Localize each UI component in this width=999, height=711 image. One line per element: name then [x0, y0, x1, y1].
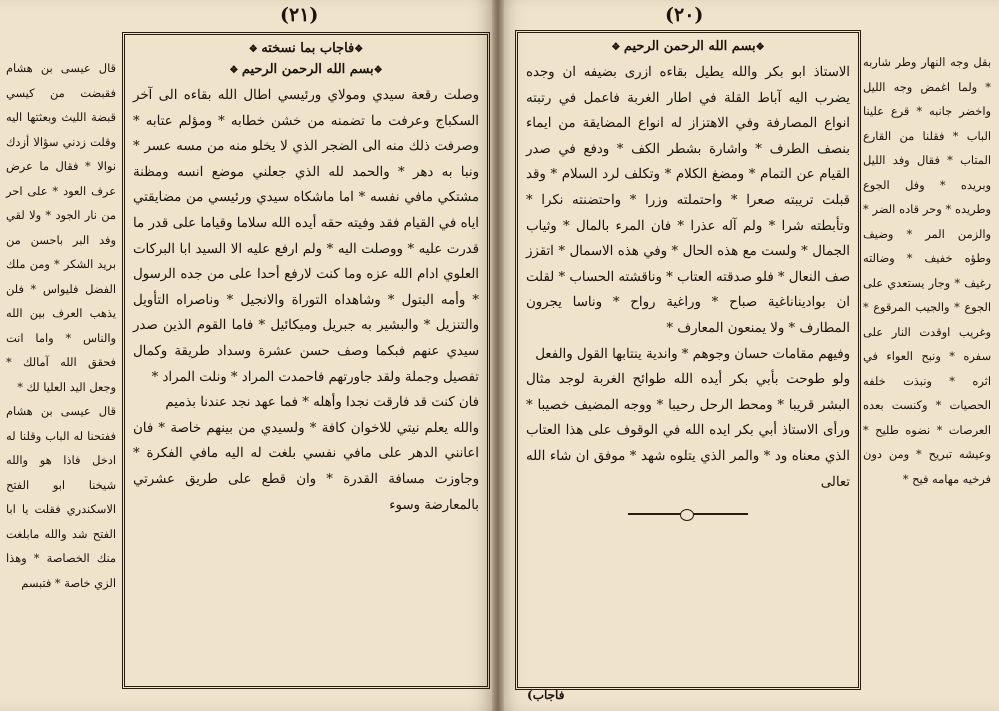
- right-margin-block-1: بقل وجه النهار وطر شاربه * ولما اغمض وجه الليل واخضر جانبه * قرع علينا الباب * فقلنا من القارع المتاب * فقال وفد الليل وبريده * وفل الجوع وطريده * وحر قاده الضر * والزمن المر * وضيف وطؤه خفيف * وضالته رغيف * وجار يستعدي على الجوع * والجيب المرقوع * وغريب اوقدت النار على سفره * ونبح العواء في اثره * ونبذت خلفه الحصيات * وكنست بعده العرصات * نضوه طليح * وعيشه تبريح * ومن دون فرخيه مهامه فيح *: [863, 55, 991, 486]
- left-margin-block-1: قال عيسى بن هشام فقبضت من كيسي قبضة الليث وبعثتها اليه وقلت زدني سؤالا أزدك نوالا * فقال ما عرض عرف العود * على احر من نار الجود * ولا لقي وفد البر باحسن من بريد الشكر * ومن ملك الفضل فليواس * فلن يذهب العرف بين الله والناس * واما انت فحقق الله آمالك * وجعل اليد العليا لك *: [6, 61, 116, 394]
- book-gutter: [492, 0, 504, 711]
- left-page-number: (٢١): [280, 4, 319, 26]
- right-body-verse: وفيهم مقامات حسان وجوهم * واندية ينتابها القول والفعل: [535, 346, 850, 362]
- end-ornament-divider: [628, 513, 748, 515]
- left-main-frame: [122, 32, 490, 689]
- left-body-paragraph-2: والله يعلم نيتي للاخوان كافة * ولسيدي من بينهم خاصة * فان اعانني الدهر على مافي نفسي بلغت له اليه مافي الفكرة * وجاوزت مسافة القدرة * وان قطع على طريق عشرتي بالمعارضة وسوء: [133, 420, 479, 513]
- right-body-paragraph-2: ولو طوحت بأبي بكر أيده الله طوائح الغربة لوجد مثال البشر قريبا * ومحط الرحل رحيبا * ووجه المضيف خصيبا * ورأى الاستاذ أبي بكر ايده الله في الوقوف على هذا العتاب الذي معناه ود * والمر الذي يتلوه شهد * موفق ان شاء الله تعالى: [526, 372, 850, 490]
- right-main-frame: [515, 30, 861, 690]
- right-page: [497, 0, 999, 711]
- left-heading-basmala: ❖ بسم الله الرحمن الرحيم ❖: [125, 62, 487, 77]
- left-heading-reply: ❖ فاجاب بما نسخته ❖: [125, 41, 487, 56]
- left-page: [0, 0, 497, 711]
- left-body-text: [125, 79, 487, 518]
- left-margin-block-2: قال عيسى بن هشام ففتحنا له الباب وقلنا له ادخل فاذا هو والله شيخنا ابو الفتح الاسكندري فقلت يا ابا الفتح شد والله مابلغت منك الخصاصة * وهذا الزي خاصة * فتبسم: [6, 404, 116, 590]
- right-body-text: [518, 56, 858, 495]
- left-body-verse: فان كنت قد فارقت نجدا وأهله * فما عهد نجد عندنا بذميم: [165, 395, 479, 411]
- right-heading-basmala: ❖ بسم الله الرحمن الرحيم ❖: [518, 39, 858, 54]
- right-body-paragraph-1: الاستاذ ابو بكر والله يطيل بقاءه ازرى بضيفه ان وجده يضرب اليه آباط القلة في اطار الغربة فاعمل في رتبته انواع المصارفة وفي الاهتزاز له انواع المضايقة من ايماء بنصف الطرف * واشارة بشطر الكف * ودفع في صدر القيام عن التمام * ومضغ الكلام * وتكلف لرد السلام * وقد قبلت تريبته صعرا * واحتملته وزرا * واحتضنته نكرا * وتأبطته شرا * ولم آله عذرا * فان المرء بالمال * وثياب الجمال * ولست مع هذه الحال * وفي هذه الاسمال * اتقزز صف النعال * فلو صدقته العتاب * وناقشته الحساب * لقلت ان بواديناناغية صباح * وراغية رواح * وناسا يجرون المطارف * ولا يمنعون المعارف *: [526, 65, 850, 336]
- left-body-paragraph-1: وصلت رقعة سيدي ومولاي ورئيسي اطال الله بقاءه الى آخر السكباج وعرفت ما تضمنه من خشن خطابه * ومؤلم عتابه * وصرفت ذلك منه الى الضجر الذي لا يخلو منه من مسه عسر * ونبا به دهر * والحمد لله الذي جعلني موضع انسه ومظنة مشتكي مافي نفسه * اما ماشكاه سيدي ورئيسي من مضايقتي اياه في القيام فقد وفيته حقه أيده الله سلاما وقياما على قدر ما قدرت عليه * ووصلت اليه * ولم ارفع عليه الا السيد ابا البركات العلوي ادام الله عزه وما كنت لارفع أحدا على من جده الرسول * وأمه البتول * وشاهداه التوراة والانجيل * وناصراه التأويل والتنزيل * والبشير به جبريل وميكائيل * فاما القوم الذين صدر سيدي عنهم فبكما وصف حسن عشرة وسداد طريقة وكمال تفصيل وجملة ولقد جاورتهم فاحمدت المراد * ونلت المراد *: [133, 88, 479, 385]
- right-margin-commentary: [863, 50, 991, 491]
- left-margin-commentary: [6, 56, 116, 595]
- catchword: (فاجاب: [527, 688, 565, 702]
- right-page-number: (٢٠): [665, 4, 704, 26]
